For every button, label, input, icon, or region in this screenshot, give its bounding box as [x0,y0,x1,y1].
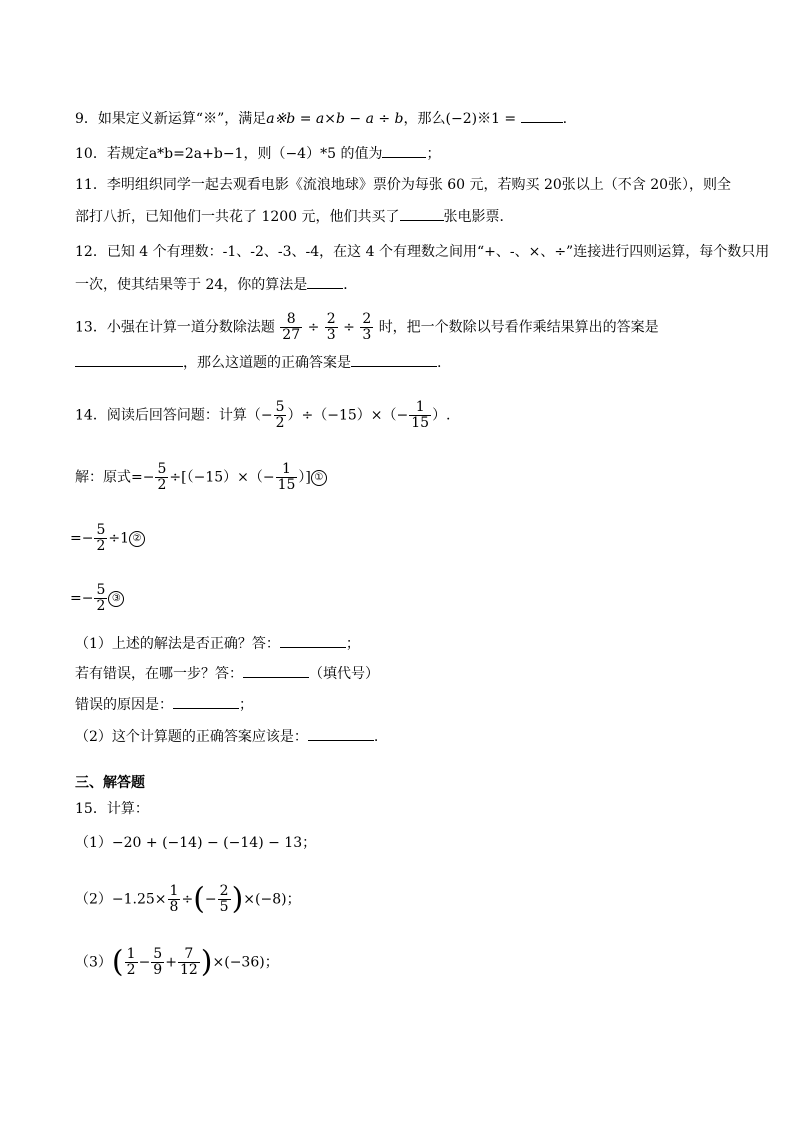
solution-label: 解：原式= [75,469,143,486]
equals-sign: = [70,530,82,547]
q9-post: . [562,111,568,127]
divide-sign: ÷ [181,891,194,908]
right-paren: ) [231,881,244,917]
q14-sub1-text: （1）上述的解法是否正确？答： [75,636,280,652]
numerator: 5 [96,522,106,538]
q13-fraction-3 [360,312,373,343]
denominator: 3 [362,327,372,343]
q13-answer-blank-1[interactable] [75,352,183,367]
denominator: 2 [96,538,106,554]
numerator: 5 [275,399,285,415]
q11-line1-text: 11．李明组织同学一起去观看电影《流浪地球》票价为每张 60 元，若购买 20张以上（不含 20张），则全 [75,177,732,193]
q13-line2-end: . [437,355,442,371]
numerator: 1 [409,400,431,416]
q14-intro-mid: ）÷（−15）×（ [287,407,397,424]
fraction-5-2 [94,583,107,614]
q14-sub-1 [75,633,360,654]
q14-solution-step-1: 解：原式=− $\frac{5}{2}$ ÷[（−15）×（− $\frac{1}{15}$ ）] ① [75,462,327,493]
q10-formula: a*b=2a+b−1 [148,146,244,162]
denominator: 27 [282,327,301,343]
q12-line1-text: 12．已知 4 个有理数：-1、-2、-3、-4，在这 4 个有理数之间用“+、-、×、÷”连接进行四则运算，每个数只用 [75,244,770,260]
q14-sub-3 [75,694,253,715]
denominator: 3 [326,327,336,343]
q9-text: 9．如果定义新运算“※”，满足 [75,111,267,127]
q9-expr: (−2)※1 = [445,111,517,127]
fraction-1-2 [125,947,138,978]
q14-sub2-text: 若有错误，在哪一步？答： [75,666,243,682]
q13-line2-text: ，那么这道题的正确答案是 [183,355,351,371]
left-paren: ( [193,881,205,917]
numerator: 1 [126,946,136,962]
q14-solution-step-3: =− $\frac{5}{2}$ ③ [70,583,124,614]
q14-sub2-end: （填代号） [309,666,379,682]
q15-part2-text: （2）−1.25× [75,891,167,908]
denominator: 2 [96,598,106,614]
q13-text: 13．小强在计算一道分数除法题 [75,319,275,336]
denominator: 15 [411,415,430,431]
q14-sub3-blank[interactable] [173,694,239,709]
question-13-line-1 [75,312,659,343]
fraction-1-15 [409,400,431,431]
denominator: 2 [275,415,285,431]
step-marker-1: ① [311,470,327,486]
numerator: 5 [96,582,106,598]
question-15-title: 15．计算： [75,801,149,817]
q14-intro-end: ）. [432,407,451,424]
question-11-line-1 [75,175,731,195]
q14-sub3-end: ； [239,697,253,713]
question-12-line-2 [75,274,357,295]
fraction-7-12 [178,947,200,978]
q10-post: ； [426,146,441,162]
q15-part-3: （3）( $\frac{1}{2}$ − $\frac{5}{9}$ + $\frac{7}{12}$ )×(−36)； [75,944,279,980]
fraction-5-9 [151,947,164,978]
fraction-5-2 [274,400,287,431]
fraction-5-2 [155,462,168,493]
numerator: 7 [178,947,200,963]
q12-line2-text: 一次，使其结果等于 24，你的算法是 [75,277,308,293]
q9-answer-blank[interactable] [521,108,563,123]
q14-sub3-text: 错误的原因是： [75,697,173,713]
denominator: 5 [219,899,229,915]
q14-sub1-end: ； [345,636,360,652]
q14-sub2-blank[interactable] [243,663,309,678]
question-9 [75,108,567,129]
q15-part3-label: （3） [75,954,112,971]
step-marker-2: ② [129,531,145,547]
denominator: 15 [277,477,296,493]
left-paren: ( [111,944,124,980]
fraction-1-8 [168,884,181,915]
q13-text-cont: 时，把一个数除以号看作乘结果算出的答案是 [378,319,659,336]
equals-sign: = [70,590,82,607]
divide-sign: ÷ [343,319,355,336]
q10-answer-blank[interactable] [382,143,426,158]
numerator: 5 [153,946,163,962]
numerator: 5 [157,461,167,477]
numerator: 8 [280,312,302,328]
question-14-intro: 14．阅读后回答问题：计算（− $\frac{5}{2}$ ）÷（−15）×（− $\frac{1}{15}$ ）. [75,399,451,431]
step1-mid: ÷[（−15）×（ [169,469,263,486]
q12-line2-end: ． [343,277,358,293]
q12-answer-blank[interactable] [307,274,343,289]
numerator: 2 [362,311,372,327]
denominator: 8 [169,899,179,915]
step2-mid: ÷1 [108,530,130,547]
q13-fraction-2 [325,312,338,343]
q15-part-2: （2）−1.25× $\frac{1}{8}$ ÷(− $\frac{2}{5}$ )×(−8)； [75,881,301,917]
q11-line2-end: 张电影票． [443,209,514,225]
divide-sign: ÷ [307,319,320,336]
q14-sub1-blank[interactable] [280,633,346,648]
denominator: 2 [126,962,136,978]
question-13-line-2 [75,352,441,373]
q14-sub4-blank[interactable] [308,726,374,741]
q11-answer-blank[interactable] [400,206,444,221]
q9-formula: a※b = a×b − a ÷ b [266,111,404,127]
denominator: 2 [157,477,167,493]
q15-part-1: （1）−20 + (−14) − (−14) − 13； [75,835,317,851]
fraction-2-5 [218,884,231,915]
numerator: 2 [219,883,229,899]
q10-mid: ，则（−4）*5 的值为 [243,146,383,162]
q14-intro-text: 14．阅读后回答问题：计算（ [75,407,261,424]
step1-close: ）] [298,469,311,486]
fraction-1-15 [276,462,298,493]
q10-text: 10．若规定 [75,146,149,162]
numerator: 1 [276,462,298,478]
q15-part3-end: ×(−36)； [212,954,279,971]
question-12-line-1 [75,242,769,262]
fraction-5-2 [94,523,107,554]
section-title: 三、解答题 [75,775,145,791]
question-11-line-2 [75,206,514,227]
q11-line2-text: 部打八折，已知他们一共花了 1200 元，他们共买了 [75,209,400,225]
q14-sub4-end: . [373,729,379,745]
question-10 [75,143,440,164]
denominator: 12 [179,962,198,978]
q14-solution-step-2: =− $\frac{5}{2}$ ÷1 ② [70,523,145,554]
q14-sub-4 [75,726,378,747]
denominator: 9 [153,962,163,978]
q14-sub-2 [75,663,379,684]
right-paren: ) [200,944,213,980]
numerator: 2 [326,311,336,327]
q9-mid: ，那么 [403,111,446,127]
step-marker-3: ③ [108,591,124,607]
q14-sub4-text: （2）这个计算题的正确答案应该是： [75,729,308,745]
numerator: 1 [169,883,179,899]
q13-fraction-1 [280,312,302,343]
q13-answer-blank-2[interactable] [351,352,437,367]
q15-part2-end: ×(−8)； [243,891,301,908]
